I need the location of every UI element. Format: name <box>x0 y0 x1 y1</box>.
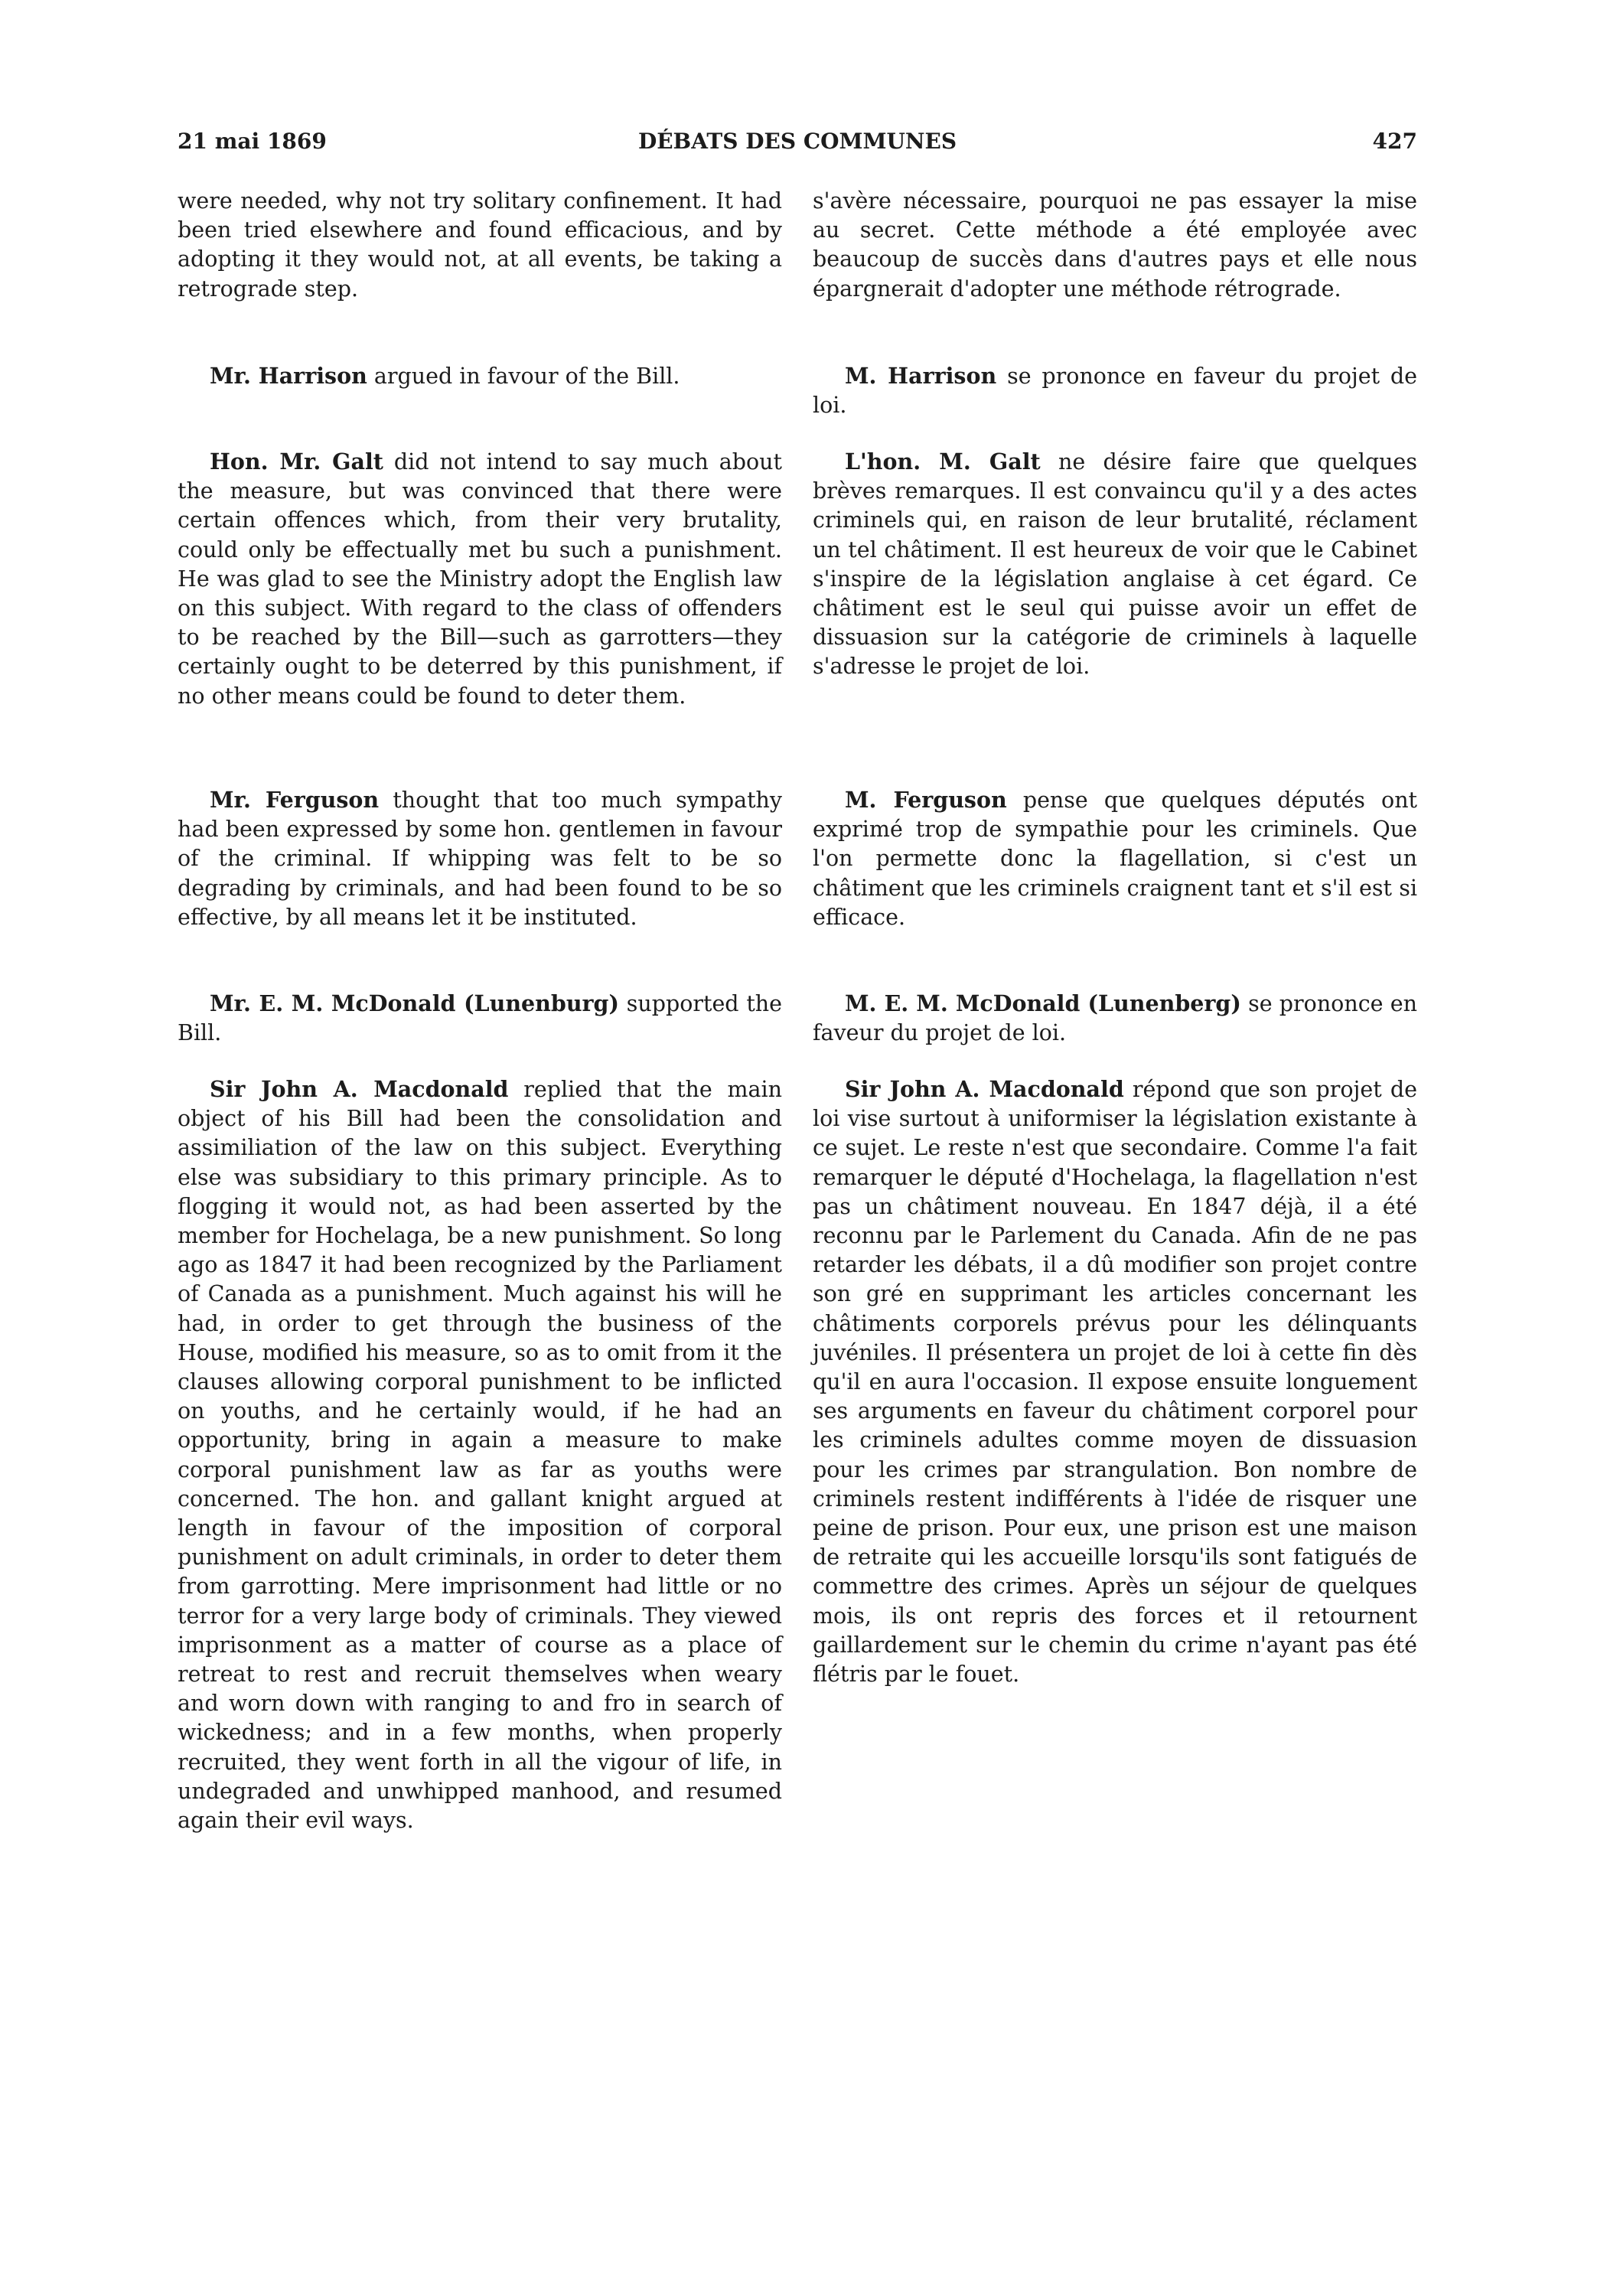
speaker-name: Mr. E. M. McDonald (Lunenburg) <box>210 990 619 1016</box>
french-paragraph-4 <box>813 785 1417 932</box>
paragraph-text: répond que son projet de loi vise surtout à uniformiser la législation existante à ce sujet. Le reste n'est que secondaire. Comme l'a fait remarquer le député d'Hochelaga, la flagellation n'est pas un châtiment nouveau. En 1847 déjà, il a été reconnu par le Parlement du Canada. Afin de ne pas retarder les débats, il a dû modifier son projet contre son gré en supprimant les articles concernant les châtiments corporels prévus pour les délinquants juvéniles. Il présentera un projet de loi à cette fin dès qu'il en aura l'occasion. Il expose ensuite longuement ses arguments en faveur du châtiment corporel pour les criminels adultes comme moyen de dissuasion pour les crimes par strangulation. Bon nombre de criminels restent indifférents à l'idée de risquer une peine de prison. Pour eux, une prison est une maison de retraite qui les accueille lorsqu'ils sont fatigués de commettre des crimes. Après un séjour de quelques mois, ils ont repris des forces et il retournent gaillardement sur le chemin du crime n'ayant pas été flétris par le fouet. <box>813 1077 1417 1688</box>
paragraph-text: replied that the main object of his Bill had been the consolidation and assimiliation of the law on this subject. Everything else was subsidiary to this primary principle. As to flogging it would not, as had been asserted by the member for Hochelaga, be a new punishment. So long ago as 1847 it had been recognized by the Parliament of Canada as a punishment. Much against his will he had, in order to get through the business of the House, modified his measure, so as to omit from it the clauses allowing corporal punishment to be inflicted on youths, and he certainly would, if he had an opportunity, bring in again a measure to make corporal punishment law as far as youths were concerned. The hon. and gallant knight argued at length in favour of the imposition of corporal punishment on adult criminals, in order to deter them from garrotting. Mere imprisonment had little or no terror for a very large body of criminals. They viewed imprisonment as a matter of course as a place of retreat to rest and recruit themselves when weary and worn down with ranging to and fro in search of wickedness; and in a few months, when properly recruited, they went forth in all the vigour of life, in undegraded and unwhipped manhood, and resumed again their evil ways. <box>178 1077 782 1834</box>
speaker-name: Mr. Ferguson <box>210 787 380 813</box>
page-number: 427 <box>1372 129 1417 154</box>
header-title: DÉBATS DES COMMUNES <box>637 129 957 154</box>
speaker-name: M. Harrison <box>845 363 997 389</box>
speaker-name: M. Ferguson <box>845 787 1007 813</box>
french-paragraph-3 <box>813 447 1417 682</box>
paragraph-text: supported the Bill. <box>178 991 782 1046</box>
speaker-name: Sir John A. Macdonald <box>210 1076 509 1102</box>
speaker-name: Sir John A. Macdonald <box>845 1076 1124 1102</box>
speaker-name: Hon. Mr. Galt <box>210 448 383 475</box>
paragraph-text: thought that too much sympathy had been expressed by some hon. gentlemen in favour of the criminal. If whipping was felt to be so degrading by criminals, and had been found to be so effective, by all means let it be instituted. <box>178 788 782 930</box>
english-paragraph-1 <box>178 187 782 304</box>
english-paragraph-2 <box>178 361 782 391</box>
speaker-name: L'hon. M. Galt <box>845 448 1041 475</box>
paragraph-text: pense que quelques députés ont exprimé trop de sympathie pour les criminels. Que l'on permette donc la flagellation, si c'est un châtiment que les criminels craignent tant et s'il est si efficace. <box>813 788 1418 930</box>
paragraph-text: se prononce en faveur du projet de loi. <box>813 991 1417 1046</box>
english-paragraph-3 <box>178 447 782 711</box>
paragraph-text: s'avère nécessaire, pourquoi ne pas essayer la mise au secret. Cette méthode a été employée avec beaucoup de succès dans d'autres pays et elle nous épargnerait d'adopter une méthode rétrograde. <box>813 188 1417 302</box>
paragraph-text: did not intend to say much about the measure, but was convinced that there were certain offences which, from their very brutality, could only be effectually met bu such a punishment. He was glad to see the Ministry adopt the English law on this subject. With regard to the class of offenders to be reached by the Bill—such as garrotters—they certainly ought to be deterred by this punishment, if no other means could be found to deter them. <box>178 449 782 709</box>
page-header <box>178 129 1417 162</box>
paragraph-text: se prononce en faveur du projet de loi. <box>813 364 1417 419</box>
french-paragraph-1 <box>813 187 1417 304</box>
french-paragraph-5 <box>813 989 1417 1048</box>
speaker-name: M. E. M. McDonald (Lunenberg) <box>845 990 1241 1016</box>
english-paragraph-5 <box>178 989 782 1048</box>
speaker-name: Mr. Harrison <box>210 363 367 389</box>
paragraph-text: argued in favour of the Bill. <box>367 364 680 389</box>
english-paragraph-6 <box>178 1075 782 1835</box>
french-paragraph-2 <box>813 361 1417 420</box>
header-date: 21 mai 1869 <box>178 129 327 154</box>
french-paragraph-6 <box>813 1075 1417 1689</box>
paragraph-text: ne désire faire que quelques brèves remarques. Il est convaincu qu'il y a des actes criminels qui, en raison de leur brutalité, réclament un tel châtiment. Il est heureux de voir que le Cabinet s'inspire de la législation anglaise à cet égard. Ce châtiment est le seul qui puisse avoir un effet de dissuasion sur la catégorie de criminels à laquelle s'adresse le projet de loi. <box>813 449 1418 680</box>
english-paragraph-4 <box>178 785 782 932</box>
paragraph-text: were needed, why not try solitary confinement. It had been tried elsewhere and found efficacious, and by adopting it they would not, at all events, be taking a retrograde step. <box>178 188 782 302</box>
